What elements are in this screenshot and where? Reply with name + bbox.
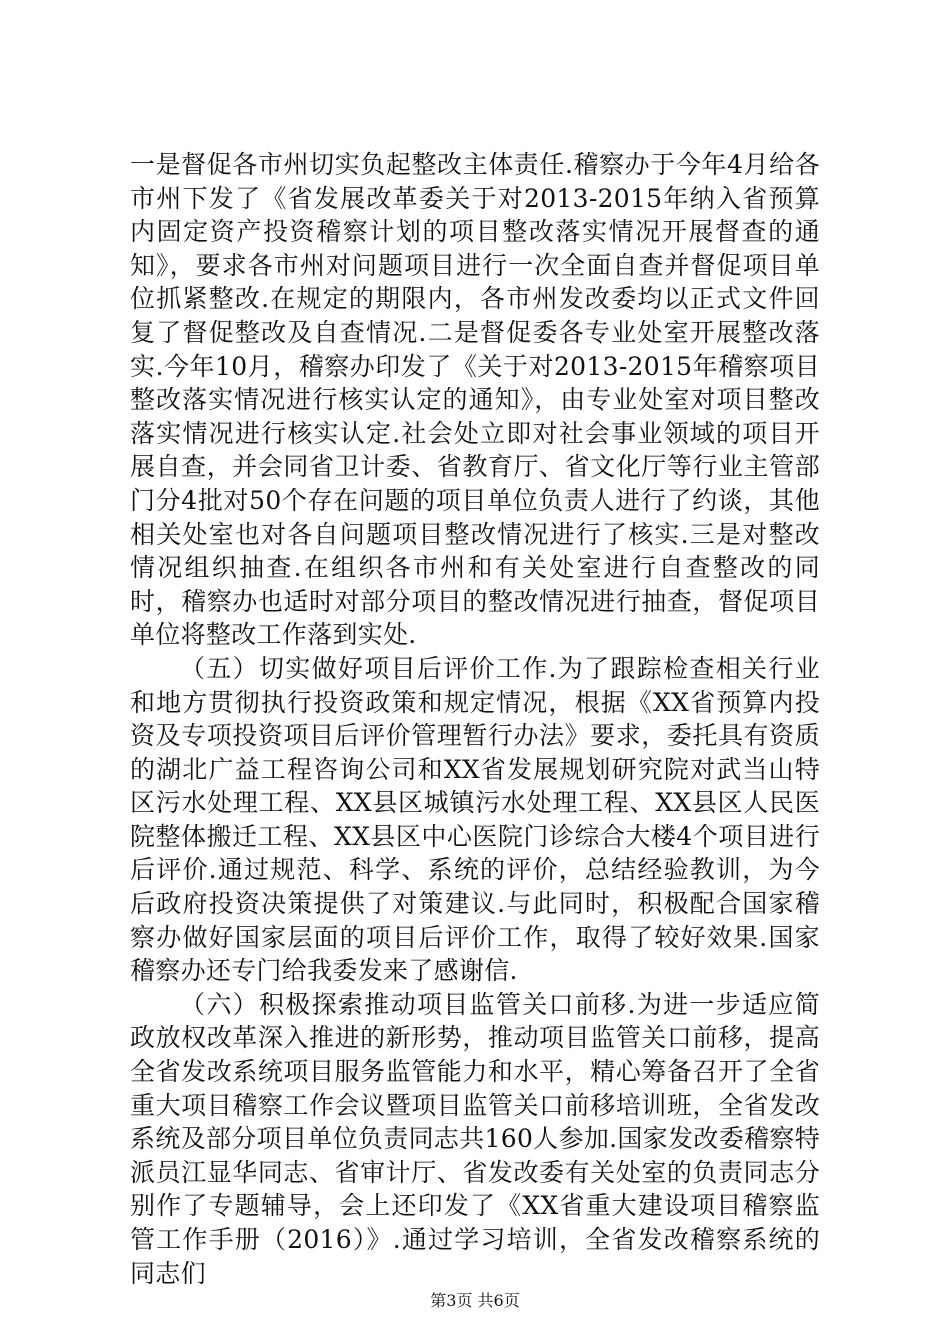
document-body <box>130 148 820 1290</box>
paragraph-rectification: 一是督促各市州切实负起整改主体责任.稽察办于今年4月给各市州下发了《省发展改革委关于对2013-2015年纳入省预算内固定资产投资稽察计划的项目整改落实情况开展督查的通知》，要求各市州对问题项目进行一次全面自查并督促项目单位抓紧整改.在规定的期限内，各市州发改委均以正式文件回复了督促整改及自查情况.二是督促委各专业处室开展整改落实.今年10月，稽察办印发了《关于对2013-2015年稽察项目整改落实情况进行核实认定的通知》，由专业处室对项目整改落实情况进行核实认定.社会处立即对社会事业领域的项目开展自查，并会同省卫计委、省教育厅、省文化厅等行业主管部门分4批对50个存在问题的项目单位负责人进行了约谈，其他相关处室也对各自问题项目整改情况进行了核实.三是对整改情况组织抽查.在组织各市州和有关处室进行自查整改的同时，稽察办也适时对部分项目的整改情况进行抽查，督促项目单位将整改工作落到实处. <box>130 150 820 650</box>
page-number-footer: 第3页 共6页 <box>430 1291 520 1310</box>
paragraph-supervision-forward: （六）积极探索推动项目监管关口前移.为进一步适应简政放权改革深入推进的新形势，推动项目监管关口前移，提高全省发改系统项目服务监管能力和水平，精心筹备召开了全省重大项目稽察工作会议暨项目监管关口前移培训班，全省发改系统及部分项目单位负责同志共160人参加.国家发改委稽察特派员江显华同志、省审计厅、省发改委有关处室的负责同志分别作了专题辅导，会上还印发了《XX省重大建设项目稽察监管工作手册（2016）》.通过学习培训，全省发改稽察系统的同志们 <box>130 989 820 1288</box>
paragraph-post-evaluation: （五）切实做好项目后评价工作.为了跟踪检查相关行业和地方贯彻执行投资政策和规定情况，根据《XX省预算内投资及专项投资项目后评价管理暂行办法》要求，委托具有资质的湖北广益工程咨询公司和XX省发展规划研究院对武当山特区污水处理工程、XX县区城镇污水处理工程、XX县区人民医院整体搬迁工程、XX县区中心医院门诊综合大楼4个项目进行后评价.通过规范、科学、系统的评价，总结经验教训，为今后政府投资决策提供了对策建议.与此同时，积极配合国家稽察办做好国家层面的项目后评价工作，取得了较好效果.国家稽察办还专门给我委发来了感谢信. <box>130 653 820 986</box>
